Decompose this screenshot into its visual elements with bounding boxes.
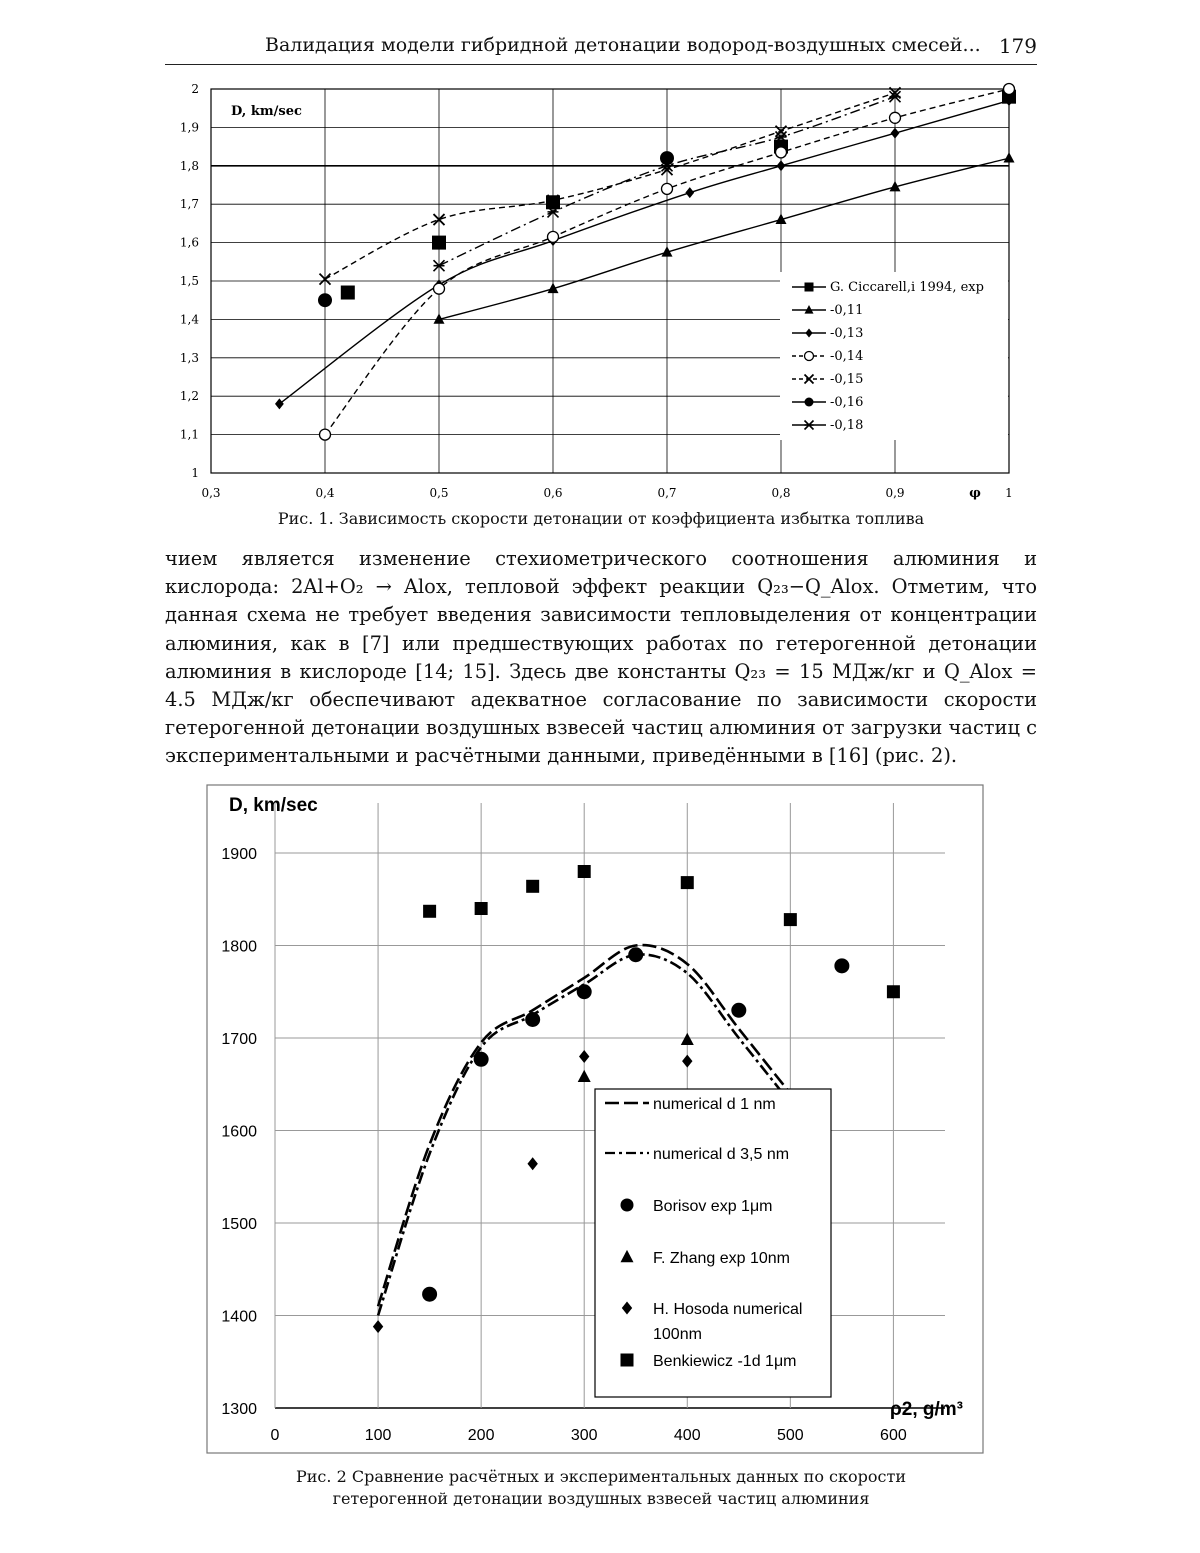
data-point bbox=[890, 112, 901, 123]
y-tick-label: 1,7 bbox=[179, 197, 199, 212]
x-tick-label: 300 bbox=[570, 1427, 598, 1444]
x-tick-label: 0 bbox=[270, 1427, 280, 1444]
y-tick-label: 1,9 bbox=[179, 120, 199, 135]
y-tick-label: 1,1 bbox=[179, 427, 199, 442]
figure-2-caption-line-1: Рис. 2 Сравнение расчётных и экспериментальных данных по скорости bbox=[296, 1467, 906, 1486]
y-tick-label: 1,2 bbox=[179, 389, 199, 404]
figure-2-chart bbox=[205, 783, 985, 1455]
x-tick-label: 0,7 bbox=[657, 486, 677, 500]
legend-marker bbox=[805, 398, 814, 407]
y-tick-label: 1400 bbox=[221, 1308, 257, 1326]
figure-1-chart bbox=[150, 74, 1030, 514]
legend-marker bbox=[805, 352, 814, 361]
x-tick-label: 0,5 bbox=[429, 486, 449, 500]
legend-label: numerical d 3,5 nm bbox=[653, 1146, 790, 1163]
legend-label: F. Zhang exp 10nm bbox=[653, 1250, 790, 1267]
data-point bbox=[548, 231, 559, 242]
figure-1-caption: Рис. 1. Зависимость скорости детонации от коэффициента избытка топлива bbox=[277, 509, 925, 528]
data-point bbox=[660, 151, 674, 165]
legend-label: 100nm bbox=[653, 1326, 702, 1343]
data-point bbox=[1004, 84, 1015, 95]
data-point bbox=[577, 984, 592, 999]
legend-box bbox=[595, 1089, 831, 1397]
data-point bbox=[731, 1003, 746, 1018]
figure-2-caption bbox=[165, 1466, 1037, 1510]
figure-2-legend bbox=[595, 1089, 831, 1397]
data-point bbox=[422, 1287, 437, 1302]
legend-label: -0,15 bbox=[830, 372, 864, 387]
x-tick-label: 200 bbox=[467, 1427, 495, 1444]
data-point bbox=[834, 958, 849, 973]
legend-marker bbox=[805, 283, 814, 292]
data-point bbox=[475, 902, 488, 915]
x-tick-label: 500 bbox=[776, 1427, 804, 1444]
x-tick-label: 0,8 bbox=[771, 486, 791, 500]
x-tick-label: 0,6 bbox=[543, 486, 563, 500]
data-point bbox=[784, 913, 797, 926]
figure-2-caption-line-2: гетерогенной детонации воздушных взвесей частиц алюминия bbox=[332, 1489, 870, 1508]
page-number: 179 bbox=[998, 34, 1037, 58]
running-head bbox=[165, 34, 1037, 65]
data-point bbox=[474, 1052, 489, 1067]
legend-marker bbox=[621, 1354, 634, 1367]
running-head-title: Валидация модели гибридной детонации водород-воздушных смесей... bbox=[265, 34, 981, 56]
y-tick-label: 1300 bbox=[221, 1401, 257, 1418]
data-point bbox=[525, 1012, 540, 1027]
legend-label: H. Hosoda numerical bbox=[653, 1301, 803, 1318]
y-tick-label: 1800 bbox=[221, 938, 257, 956]
body-text bbox=[165, 545, 1037, 771]
data-point bbox=[434, 283, 445, 294]
x-axis-label: φ bbox=[969, 486, 981, 501]
y-tick-label: 1,8 bbox=[179, 158, 199, 173]
legend-label: -0,16 bbox=[830, 395, 864, 410]
data-point bbox=[628, 947, 643, 962]
legend-label: -0,11 bbox=[830, 303, 864, 318]
y-tick-label: 1900 bbox=[221, 846, 257, 863]
y-tick-label: 1,6 bbox=[179, 235, 199, 250]
body-paragraph: чием является изменение стехиометрического соотношения алюминия и кислорода: 2Al+O₂ → Alox, тепловой эффект реакции Q₂₃−Q_Alox. Отметим, что данная схема не требует введения зависимости тепловыделения от концентрации алюминия, как в [7] или предшествующих работах по гетерогенной детонации алюминия в кислороде [14; 15]. Здесь две константы Q₂₃ = 15 МДж/кг и Q_Alox = 4.5 МДж/кг обеспечивают адекватное согласование по зависимости скорости гетерогенной детонации воздушных взвесей частиц алюминия от загрузки частиц с экспериментальными и расчётными данными, приведёнными в [16] (рис. 2). bbox=[165, 547, 1037, 768]
x-tick-label: 1 bbox=[1005, 486, 1013, 500]
data-point bbox=[318, 293, 332, 307]
y-axis-label: D, km/sec bbox=[231, 104, 302, 119]
data-point bbox=[341, 286, 355, 300]
y-tick-label: 1500 bbox=[221, 1216, 257, 1233]
legend-label: -0,18 bbox=[830, 418, 864, 433]
x-axis-label: ρ2, g/m³ bbox=[890, 1399, 963, 1420]
data-point bbox=[681, 876, 694, 889]
y-tick-label: 1,3 bbox=[179, 350, 199, 365]
figure-1-plot bbox=[180, 82, 1016, 501]
data-point bbox=[423, 905, 436, 918]
data-point bbox=[526, 880, 539, 893]
legend-marker bbox=[621, 1199, 634, 1212]
figure-2-plot bbox=[207, 785, 983, 1453]
legend-label: -0,13 bbox=[830, 326, 864, 341]
y-tick-label: 1700 bbox=[221, 1031, 257, 1048]
x-tick-label: 0,9 bbox=[885, 486, 905, 500]
x-tick-label: 400 bbox=[673, 1427, 701, 1444]
data-point bbox=[887, 985, 900, 998]
data-point bbox=[432, 236, 446, 250]
y-tick-label: 1600 bbox=[221, 1123, 257, 1141]
data-point bbox=[578, 865, 591, 878]
y-tick-label: 1 bbox=[191, 466, 199, 480]
legend-label: Benkiewicz -1d 1μm bbox=[653, 1353, 797, 1370]
x-tick-label: 0,4 bbox=[315, 486, 335, 500]
legend-label: numerical d 1 nm bbox=[653, 1096, 776, 1113]
y-tick-label: 1,5 bbox=[179, 274, 199, 288]
data-point bbox=[320, 429, 331, 440]
x-tick-label: 100 bbox=[364, 1427, 392, 1444]
y-tick-label: 1,4 bbox=[179, 312, 199, 327]
legend-label: -0,14 bbox=[830, 349, 864, 364]
x-tick-label: 600 bbox=[880, 1427, 907, 1444]
x-tick-label: 0,3 bbox=[201, 486, 221, 500]
data-point bbox=[662, 183, 673, 194]
figure-1-legend bbox=[780, 272, 1008, 440]
legend-label: Borisov exp 1μm bbox=[653, 1198, 773, 1215]
y-tick-label: 2 bbox=[191, 82, 199, 96]
legend-label: G. Ciccarell,i 1994, exp bbox=[830, 280, 984, 295]
y-axis-label: D, km/sec bbox=[229, 795, 318, 816]
data-point bbox=[776, 147, 787, 158]
